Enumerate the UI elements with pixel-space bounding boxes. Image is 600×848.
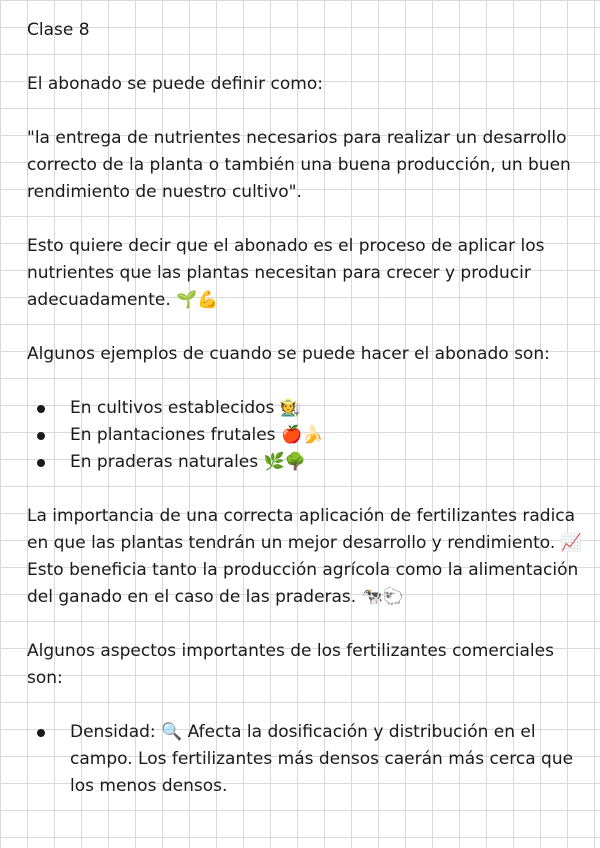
spacer [27,98,590,125]
spacer [27,314,590,341]
explanation-text: Esto quiere decir que el abonado es el proceso de aplicar los nutrientes que las plantas necesitan para crecer y producir adecuadamente. 🌱💪 [27,236,545,310]
list-item [27,395,590,422]
list-item-text: Densidad: 🔍 Afecta la dosificación y distribución en el campo. Los fertilizantes más densos caerán más cerca que los menos densos. [70,722,574,796]
spacer [27,206,590,233]
bullet-icon [37,405,45,413]
examples-list [27,395,590,476]
list-item [27,719,590,800]
spacer [27,692,590,719]
list-item-text: En praderas naturales 🌿🌳 [70,452,306,472]
list-item-text: En plantaciones frutales 🍎🍌 [70,425,324,445]
definition-quote: "la entrega de nutrientes necesarios para realizar un desarrollo correcto de la planta o también una buena producción, un buen rendimiento de nuestro cultivo". [27,128,571,202]
spacer [27,44,590,71]
spacer [27,368,590,395]
intro-text: El abonado se puede definir como: [27,74,323,94]
aspects-list [27,719,590,800]
page-title: Clase 8 [27,20,90,40]
bullet-icon [37,459,45,467]
list-item-text: En cultivos establecidos 🧑‍🌾 [70,398,301,418]
examples-intro: Algunos ejemplos de cuando se puede hacer el abonado son: [27,344,550,364]
list-item [27,422,590,449]
list-item [27,449,590,476]
spacer [27,476,590,503]
importance-text: La importancia de una correcta aplicación de fertilizantes radica en que las plantas tendrán un mejor desarrollo y rendimiento. 📈 Esto beneficia tanto la producción agrícola como la alimentación del ganado en el caso de las praderas. 🐄🐑 [27,506,582,607]
aspects-intro: Algunos aspectos importantes de los fertilizantes comerciales son: [27,641,554,688]
bullet-icon [37,432,45,440]
bullet-icon [37,729,45,737]
spacer [27,611,590,638]
